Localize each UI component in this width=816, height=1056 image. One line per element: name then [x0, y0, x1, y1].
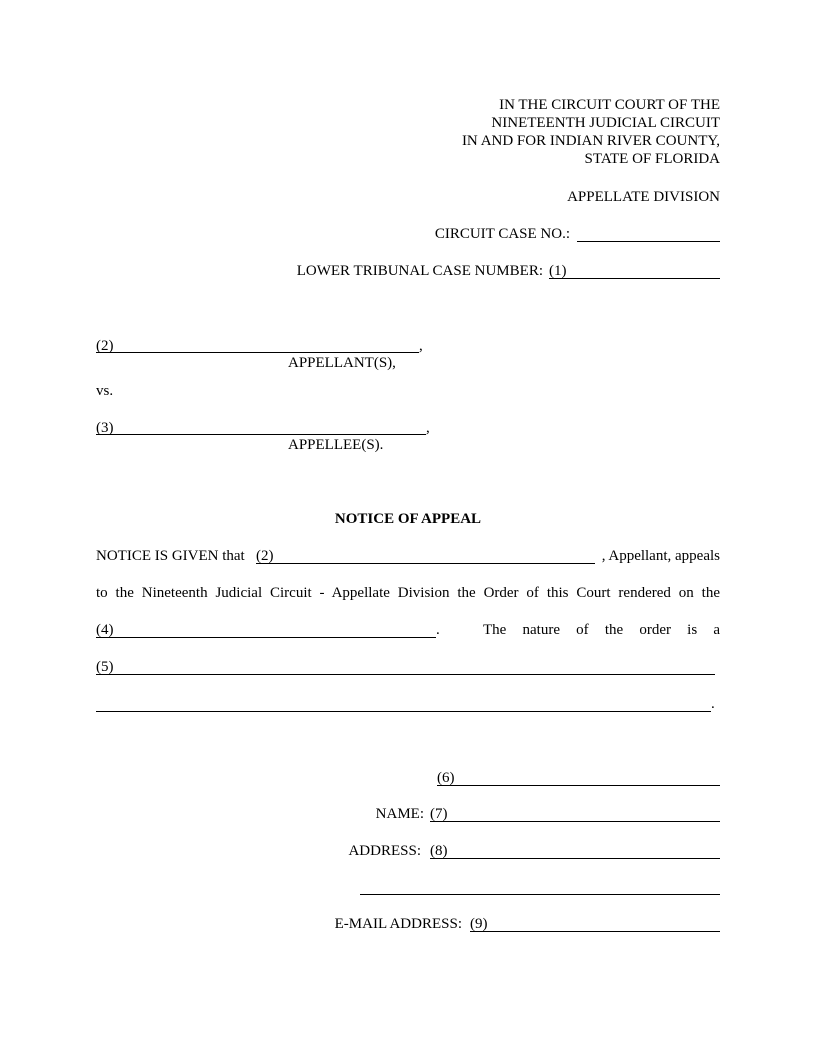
signature-field[interactable] [437, 785, 720, 786]
email-label: E-MAIL ADDRESS: [334, 916, 462, 932]
circuit-case-field[interactable] [577, 241, 720, 242]
order-date-field[interactable] [96, 637, 436, 638]
appellee-marker: (3) [96, 420, 114, 436]
lower-tribunal-label: LOWER TRIBUNAL CASE NUMBER: [296, 263, 543, 279]
court-line-4: STATE OF FLORIDA [584, 151, 720, 167]
name-field[interactable] [430, 821, 720, 822]
appellant-name-field[interactable] [256, 563, 595, 564]
email-marker: (9) [470, 916, 488, 932]
notice-line1-end: , Appellant, appeals [601, 548, 720, 564]
circuit-case-label: CIRCUIT CASE NO.: [434, 226, 570, 242]
lower-tribunal-marker: (1) [549, 263, 567, 279]
appellant-marker: (2) [96, 338, 114, 354]
notice-line1-start: NOTICE IS GIVEN that [96, 548, 245, 564]
name-marker: (7) [430, 806, 448, 822]
notice-line1-marker: (2) [256, 548, 274, 564]
email-field[interactable] [470, 931, 720, 932]
division-heading: APPELLATE DIVISION [567, 189, 720, 205]
court-line-2: NINETEENTH JUDICIAL CIRCUIT [491, 115, 720, 131]
address-field[interactable] [430, 858, 720, 859]
court-line-3: IN AND FOR INDIAN RIVER COUNTY, [461, 133, 720, 149]
order-nature-period: . [711, 696, 715, 712]
appellee-label: APPELLEE(S). [288, 437, 384, 453]
appellant-field[interactable] [96, 352, 419, 353]
notice-line2: to the Nineteenth Judicial Circuit - Appellate Division the Order of this Court rendered on the [96, 585, 720, 601]
lower-tribunal-field[interactable] [549, 278, 720, 279]
appellee-field[interactable] [96, 434, 426, 435]
name-label: NAME: [375, 806, 424, 822]
appellee-comma: , [426, 420, 430, 436]
versus-label: vs. [96, 383, 114, 399]
address-marker: (8) [430, 843, 448, 859]
address-line-2-field[interactable] [360, 894, 720, 895]
notice-title: NOTICE OF APPEAL [334, 511, 482, 527]
notice-line3-period: . [436, 622, 440, 638]
notice-line3-marker: (4) [96, 622, 114, 638]
court-caption [462, 96, 720, 168]
notice-line3-end: The nature of the order is a [483, 622, 720, 638]
appellant-comma: , [419, 338, 423, 354]
appellant-label: APPELLANT(S), [288, 355, 396, 371]
order-nature-continuation-field[interactable] [96, 711, 711, 712]
court-line-1: IN THE CIRCUIT COURT OF THE [499, 97, 720, 113]
address-label: ADDRESS: [348, 843, 421, 859]
order-nature-field[interactable] [96, 674, 715, 675]
signature-marker: (6) [437, 770, 455, 786]
notice-line4-marker: (5) [96, 659, 114, 675]
